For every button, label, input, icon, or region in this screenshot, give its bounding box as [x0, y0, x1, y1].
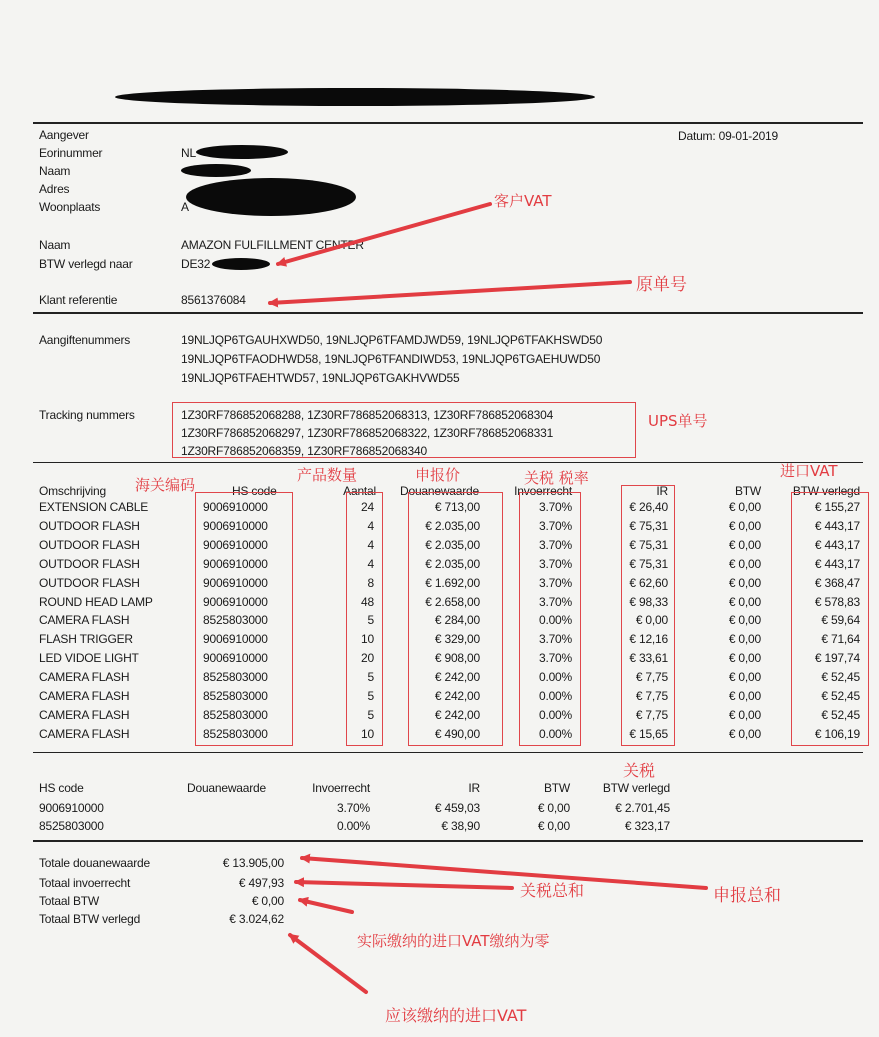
- cell-quantity: 48: [361, 594, 374, 609]
- total-value: € 497,93: [238, 876, 284, 890]
- klant-referentie-value: 8561376084: [181, 293, 246, 307]
- annotation-import-vat: 进口VAT: [780, 462, 838, 480]
- cell-douanewaarde: € 713,00: [434, 500, 480, 514]
- cell-btw: € 0,00: [728, 689, 761, 703]
- cell-hs-code: 9006910000: [203, 575, 268, 590]
- col-ir: IR: [656, 484, 668, 498]
- cell-description: CAMERA FLASH: [39, 726, 130, 741]
- cell-btw-verlegd: € 578,83: [814, 594, 860, 609]
- cell-btw-verlegd: € 52,45: [821, 670, 860, 685]
- col-btw-verlegd: BTW verlegd: [792, 484, 860, 498]
- cell-invoerrecht: 3.70%: [538, 500, 572, 514]
- cell-btw: € 0,00: [728, 613, 761, 628]
- annotation-qty: 产品数量: [297, 466, 358, 484]
- cell-ir: € 33,61: [629, 651, 668, 666]
- sum-col-btw: BTW: [543, 781, 570, 795]
- eori-label: Eorinummer: [39, 146, 103, 160]
- cell-quantity: 20: [361, 651, 374, 666]
- aangifte-label: Aangiftenummers: [39, 333, 131, 347]
- cell-description: CAMERA FLASH: [39, 707, 130, 722]
- cell-ir: € 7,75: [635, 707, 668, 722]
- sum-hs: 8525803000: [39, 819, 104, 833]
- cell-ir: € 0,00: [635, 613, 668, 628]
- cell-ir: € 15,65: [629, 726, 668, 741]
- sum-btwv: € 323,17: [624, 819, 670, 833]
- cell-hs-code: 8525803000: [203, 726, 268, 741]
- cell-douanewaarde: € 2.658,00: [425, 594, 480, 609]
- cell-douanewaarde: € 2.035,00: [425, 537, 480, 552]
- col-btw: BTW: [734, 484, 761, 498]
- cell-btw-verlegd: € 443,17: [814, 518, 860, 533]
- tracking-line: 1Z30RF786852068359, 1Z30RF786852068340: [181, 444, 427, 458]
- cell-douanewaarde: € 242,00: [434, 707, 480, 722]
- btw-verlegd-label: BTW verlegd naar: [39, 257, 133, 271]
- cell-description: CAMERA FLASH: [39, 689, 130, 703]
- cell-description: OUTDOOR FLASH: [39, 556, 140, 571]
- cell-btw: € 0,00: [728, 537, 761, 552]
- tracking-line: 1Z30RF786852068288, 1Z30RF786852068313, 1Z30RF786852068304: [181, 408, 554, 422]
- cell-ir: € 98,33: [629, 594, 668, 609]
- col-omschrijving: Omschrijving: [39, 484, 106, 498]
- cell-invoerrecht: 3.70%: [538, 537, 572, 552]
- col-invoerrecht: Invoerrecht: [514, 484, 572, 498]
- cell-douanewaarde: € 490,00: [434, 726, 480, 741]
- total-value: € 0,00: [251, 894, 284, 908]
- aangifte-line: 19NLJQP6TFAODHWD58, 19NLJQP6TFANDIWD53, 19NLJQP6TGAEHUWD50: [181, 352, 601, 366]
- cell-invoerrecht: 3.70%: [538, 632, 572, 647]
- cell-quantity: 8: [367, 575, 374, 590]
- cell-btw-verlegd: € 443,17: [814, 556, 860, 571]
- cell-hs-code: 8525803000: [203, 613, 268, 628]
- cell-ir: € 7,75: [635, 670, 668, 685]
- cell-douanewaarde: € 242,00: [434, 670, 480, 685]
- cell-invoerrecht: 3.70%: [538, 575, 572, 590]
- annotation-actual-vat-zero: 实际缴纳的进口VAT缴纳为零: [357, 932, 550, 950]
- date-label: Datum: 09-01-2019: [678, 129, 778, 143]
- cell-description: EXTENSION CABLE: [39, 500, 149, 514]
- cell-btw-verlegd: € 155,27: [814, 500, 860, 514]
- cell-btw: € 0,00: [728, 518, 761, 533]
- sum-col-hs: HS code: [39, 781, 84, 795]
- cell-quantity: 4: [367, 518, 374, 533]
- cell-btw: € 0,00: [728, 575, 761, 590]
- klant-referentie-label: Klant referentie: [39, 293, 118, 307]
- cell-douanewaarde: € 1.692,00: [425, 575, 480, 590]
- cell-quantity: 5: [367, 707, 374, 722]
- cell-btw-verlegd: € 59,64: [821, 613, 860, 628]
- cell-invoerrecht: 3.70%: [538, 594, 572, 609]
- cell-btw: € 0,00: [728, 594, 761, 609]
- recipient-naam-label: Naam: [39, 238, 71, 252]
- annotation-should-pay-vat: 应该缴纳的进口VAT: [385, 1006, 527, 1025]
- annotation-original-no: 原单号: [636, 275, 687, 295]
- eori-value: NL: [181, 146, 196, 160]
- cell-invoerrecht: 0.00%: [538, 689, 572, 703]
- cell-quantity: 4: [367, 537, 374, 552]
- total-value: € 13.905,00: [222, 856, 284, 870]
- total-label: Totaal BTW verlegd: [39, 912, 141, 926]
- naam-label: Naam: [39, 164, 71, 178]
- cell-description: OUTDOOR FLASH: [39, 537, 140, 552]
- btw-verlegd-value: DE32: [181, 257, 211, 271]
- sum-col-ir: IR: [468, 781, 480, 795]
- cell-ir: € 12,16: [629, 632, 668, 647]
- cell-invoerrecht: 0.00%: [538, 613, 572, 628]
- cell-hs-code: 9006910000: [203, 556, 268, 571]
- cell-quantity: 5: [367, 670, 374, 685]
- cell-ir: € 75,31: [629, 556, 668, 571]
- cell-hs-code: 9006910000: [203, 594, 268, 609]
- cell-invoerrecht: 0.00%: [538, 707, 572, 722]
- aangifte-line: 19NLJQP6TGAUHXWD50, 19NLJQP6TFAMDJWD59, 19NLJQP6TFAKHSWD50: [181, 333, 603, 347]
- sum-btw: € 0,00: [537, 819, 570, 833]
- total-label: Totale douanewaarde: [39, 856, 150, 870]
- cell-invoerrecht: 3.70%: [538, 518, 572, 533]
- sum-btwv: € 2.701,45: [615, 801, 670, 815]
- annotation-hs-code: 海关编码: [135, 476, 196, 494]
- cell-douanewaarde: € 242,00: [434, 689, 480, 703]
- cell-douanewaarde: € 284,00: [434, 613, 480, 628]
- annotation-declared-sum: 申报总和: [713, 886, 781, 906]
- cell-description: LED VIDOE LIGHT: [39, 651, 139, 666]
- cell-hs-code: 9006910000: [203, 537, 268, 552]
- cell-btw-verlegd: € 443,17: [814, 537, 860, 552]
- sum-col-douanewaarde: Douanewaarde: [187, 781, 266, 795]
- cell-description: FLASH TRIGGER: [39, 632, 133, 647]
- cell-btw-verlegd: € 197,74: [814, 651, 860, 666]
- cell-btw: € 0,00: [728, 556, 761, 571]
- sum-btw: € 0,00: [537, 801, 570, 815]
- cell-description: ROUND HEAD LAMP: [39, 594, 153, 609]
- sum-rate: 0.00%: [336, 819, 370, 833]
- tracking-line: 1Z30RF786852068297, 1Z30RF786852068322, 1Z30RF786852068331: [181, 426, 554, 440]
- sum-rate: 3.70%: [336, 801, 370, 815]
- woonplaats-label: Woonplaats: [39, 200, 101, 214]
- arrow-should-pay: [290, 935, 366, 992]
- cell-description: OUTDOOR FLASH: [39, 518, 140, 533]
- adres-label: Adres: [39, 182, 70, 196]
- total-label: Totaal invoerrecht: [39, 876, 131, 890]
- cell-douanewaarde: € 908,00: [434, 651, 480, 666]
- cell-hs-code: 8525803000: [203, 707, 268, 722]
- cell-quantity: 24: [361, 500, 374, 514]
- sum-ir: € 38,90: [441, 819, 480, 833]
- annotation-customer-vat: 客户VAT: [494, 192, 552, 210]
- cell-hs-code: 9006910000: [203, 632, 268, 647]
- cell-btw-verlegd: € 106,19: [814, 726, 860, 741]
- cell-description: OUTDOOR FLASH: [39, 575, 140, 590]
- cell-btw: € 0,00: [728, 670, 761, 685]
- arrow-actual-vat: [300, 900, 352, 912]
- cell-ir: € 62,60: [629, 575, 668, 590]
- cell-hs-code: 9006910000: [203, 500, 268, 514]
- aangifte-line: 19NLJQP6TFAEHTWD57, 19NLJQP6TGAKHVWD55: [181, 371, 460, 385]
- cell-douanewaarde: € 329,00: [434, 632, 480, 647]
- cell-douanewaarde: € 2.035,00: [425, 518, 480, 533]
- annotation-tariff-sum: 关税总和: [520, 881, 585, 900]
- cell-quantity: 10: [361, 632, 374, 647]
- cell-btw: € 0,00: [728, 500, 761, 514]
- cell-btw-verlegd: € 368,47: [814, 575, 860, 590]
- annotation-declared-price: 申报价: [415, 466, 461, 484]
- cell-ir: € 7,75: [635, 689, 668, 703]
- arrow-tariff-sum: [296, 882, 512, 888]
- arrow-original-no: [270, 282, 630, 303]
- cell-invoerrecht: 3.70%: [538, 651, 572, 666]
- tracking-label: Tracking nummers: [39, 408, 135, 422]
- sum-col-invoerrecht: Invoerrecht: [312, 781, 370, 795]
- cell-quantity: 5: [367, 689, 374, 703]
- cell-ir: € 26,40: [629, 500, 668, 514]
- cell-hs-code: 8525803000: [203, 670, 268, 685]
- aangever-title: Aangever: [39, 128, 89, 142]
- recipient-naam-value: AMAZON FULFILLMENT CENTER: [181, 238, 364, 252]
- woonplaats-value: A: [181, 200, 189, 214]
- cell-quantity: 10: [361, 726, 374, 741]
- cell-description: CAMERA FLASH: [39, 670, 130, 685]
- cell-hs-code: 9006910000: [203, 651, 268, 666]
- cell-hs-code: 9006910000: [203, 518, 268, 533]
- cell-btw-verlegd: € 52,45: [821, 707, 860, 722]
- total-value: € 3.024,62: [229, 912, 284, 926]
- cell-btw: € 0,00: [728, 726, 761, 741]
- sum-hs: 9006910000: [39, 801, 104, 815]
- sum-col-btw-verlegd: BTW verlegd: [602, 781, 670, 795]
- cell-btw-verlegd: € 71,64: [821, 632, 860, 647]
- sum-ir: € 459,03: [434, 801, 480, 815]
- cell-ir: € 75,31: [629, 537, 668, 552]
- cell-btw: € 0,00: [728, 651, 761, 666]
- cell-btw: € 0,00: [728, 707, 761, 722]
- cell-ir: € 75,31: [629, 518, 668, 533]
- col-douanewaarde: Douanewaarde: [400, 484, 479, 498]
- cell-btw-verlegd: € 52,45: [821, 689, 860, 703]
- annotation-tariff: 关税: [623, 761, 656, 780]
- cell-douanewaarde: € 2.035,00: [425, 556, 480, 571]
- cell-quantity: 4: [367, 556, 374, 571]
- col-hs-code: HS code: [232, 484, 277, 498]
- cell-invoerrecht: 0.00%: [538, 726, 572, 741]
- cell-invoerrecht: 3.70%: [538, 556, 572, 571]
- cell-quantity: 5: [367, 613, 374, 628]
- cell-invoerrecht: 0.00%: [538, 670, 572, 685]
- cell-hs-code: 8525803000: [203, 689, 268, 703]
- annotation-tariff-rate: 关税 税率: [524, 469, 589, 487]
- total-label: Totaal BTW: [39, 894, 100, 908]
- arrow-customer-vat: [278, 204, 490, 264]
- cell-btw: € 0,00: [728, 632, 761, 647]
- col-aantal: Aantal: [343, 484, 376, 498]
- cell-description: CAMERA FLASH: [39, 613, 130, 628]
- annotation-ups-no: UPS单号: [648, 412, 708, 430]
